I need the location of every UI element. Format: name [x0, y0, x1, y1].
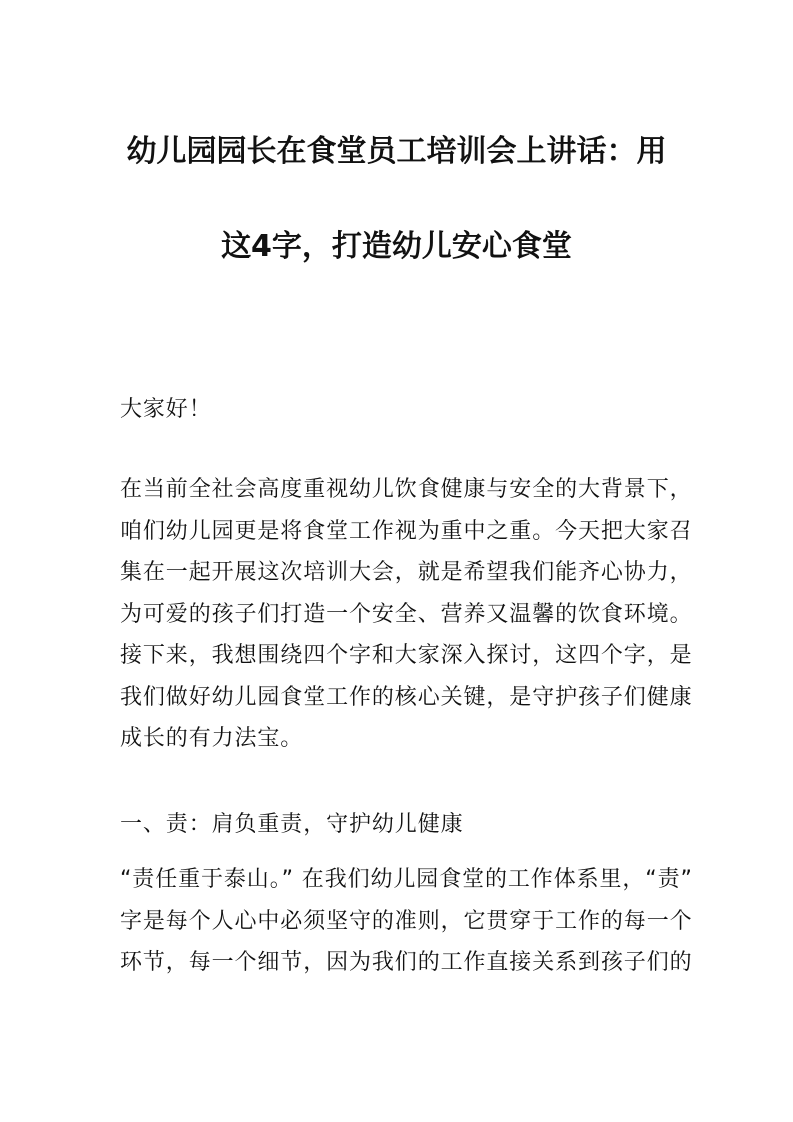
- text-line: 为可爱的孩子们打造一个安全、营养又温馨的饮食环境。: [120, 601, 693, 627]
- greeting: [120, 389, 680, 431]
- document-title-line-1: 幼儿园园长在食堂员工培训会上讲话：用: [126, 134, 667, 169]
- text-line: 在当前全社会高度重视幼儿饮食健康与安全的大背景下，: [120, 477, 693, 502]
- text-line: 集在一起开展这次培训大会，就是希望我们能齐心协力，: [120, 560, 693, 585]
- text-line: 环节，每一个细节，因为我们的工作直接关系到孩子们的: [120, 950, 693, 975]
- text-line: 咱们幼儿园更是将食堂工作视为重中之重。今天把大家召: [120, 518, 693, 544]
- paragraph-intro: [120, 469, 693, 760]
- greeting-text: 大家好！: [120, 397, 212, 422]
- section-heading: [120, 804, 680, 846]
- text-line: 字是每个人心中必须坚守的准则，它贯穿于工作的每一个: [120, 908, 693, 934]
- text-line: 接下来，我想围绕四个字和大家深入探讨，这四个字，是: [120, 643, 693, 668]
- paragraph-responsibility: [120, 859, 693, 984]
- section-heading-text: 一、责：肩负重责，守护幼儿健康: [120, 812, 464, 837]
- text-line: 我们做好幼儿园食堂工作的核心关键，是守护孩子们健康: [120, 684, 693, 710]
- text-line: 成长的有力法宝。: [120, 726, 304, 751]
- document-title-line-2: 这4字，打造幼儿安心食堂: [221, 229, 572, 264]
- text-line: “责任重于泰山。” 在我们幼儿园食堂的工作体系里，“责”: [120, 867, 693, 892]
